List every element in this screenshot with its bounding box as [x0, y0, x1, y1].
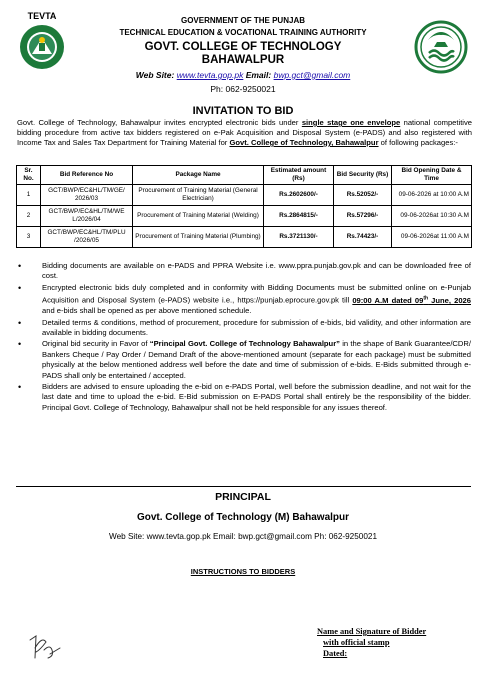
table-row [17, 185, 472, 206]
instructions-heading: INSTRUCTIONS TO BIDDERS [190, 567, 296, 576]
intro-envelope: single stage one envelope [301, 118, 401, 127]
deadline-date: June, 2026 [428, 295, 471, 305]
table-header-row [17, 166, 472, 185]
cell-ref: GCT/BWP/EC&HL/TM/WE L/2026/04 [41, 206, 133, 227]
website-label: Web Site: [135, 70, 175, 80]
cell-sr: 1 [17, 185, 41, 206]
table-row [17, 206, 472, 227]
principal-college: Govt. College of Technology (M) Bahawalpur [136, 512, 350, 523]
cell-security: Rs.57296/- [334, 206, 392, 227]
cell-security: Rs.74423/- [334, 227, 392, 248]
header-sr: Sr. No. [17, 166, 41, 185]
cell-sr: 3 [17, 227, 41, 248]
point-text: Encrypted electronic bids duly completed and in conformity with Bidding Documents must be submitted online on e-Punjab Acquisition and Disposal System (e-PADS) website i.e., https://punjab.eprocure.gov.pk till [42, 282, 471, 305]
principal-divider [16, 486, 471, 487]
header-security: Bid Security (Rs) [334, 166, 392, 185]
cell-ref: GCT/BWP/EC&HL/TM/PLU /2026/05 [41, 227, 133, 248]
cell-ref: GCT/BWP/EC&HL/TM/GE/ 2026/03 [41, 185, 133, 206]
svg-text:TEVTA: TEVTA [27, 11, 57, 21]
point-text: Detailed terms & conditions, method of procurement, procedure for submission of e-bids, bid validity, and other information are available in bidding documents. [42, 317, 471, 337]
cell-opening: 09-06-2026 at 10:00 A.M [392, 185, 472, 206]
list-item [16, 382, 471, 413]
cell-amount: Rs.2602600/- [264, 185, 334, 206]
bullet-icon: • [18, 261, 22, 271]
point-text: Original bid security in Favor of [42, 339, 150, 349]
header-ref: Bid Reference No [41, 166, 133, 185]
cell-amount: Rs.3721130/- [264, 227, 334, 248]
table-row [17, 227, 472, 248]
cell-opening: 09-06-2026at 11:00 A.M [392, 227, 472, 248]
header-college: GOVT. COLLEGE OF TECHNOLOGY [144, 41, 342, 53]
header-government: GOVERNMENT OF THE PUNJAB [180, 16, 305, 25]
list-item [16, 261, 471, 282]
cell-package: Procurement of Training Material (Welding) [133, 206, 264, 227]
intro-college: Govt. College of Technology, Bahawalpur [229, 138, 379, 147]
bullet-icon: • [18, 282, 22, 293]
point-text: Bidders are advised to ensure uploading the e-bid on e-PADS Portal, well before the submission deadline, and not wait for the last date and time to upload the e-bid. E-Bid submission on E-PADS Portal shall entirely be the responsibility of the bidder. Principal Govt. College of Technology, Bahawalpur shall not be held responsible for any issues thereof. [42, 382, 471, 412]
bids-table [16, 165, 472, 248]
point-text: Bidding documents are available on e-PADS and PPRA Website i.e. www.ppra.punjab.gov.pk and can be downloaded free of cost. [42, 261, 471, 281]
header-phone: Ph: 062-9250021 [210, 84, 276, 94]
header-amount: Estimated amount (Rs) [264, 166, 334, 185]
signature-stamp-line: with official stamp [323, 638, 390, 647]
principal-title: PRINCIPAL [215, 491, 271, 503]
bidder-signature-block [317, 626, 426, 659]
bullet-icon: • [18, 339, 22, 350]
header-city: BAHAWALPUR [201, 54, 285, 66]
list-item [16, 283, 471, 317]
email-link[interactable]: bwp.gct@gmail.com [273, 70, 351, 80]
list-item [16, 339, 471, 381]
intro-text-1: Govt. College of Technology, Bahawalpur invites encrypted electronic bids under [17, 118, 302, 127]
cell-package: Procurement of Training Material (Plumbing) [133, 227, 264, 248]
cell-package: Procurement of Training Material (General Electrician) [133, 185, 264, 206]
intro-text-3: of following packages:- [378, 138, 458, 147]
document-title: INVITATION TO BID [192, 105, 294, 117]
header-authority: TECHNICAL EDUCATION & VOCATIONAL TRAINING AUTHORITY [119, 28, 367, 37]
list-item [16, 318, 471, 339]
header-opening: Bid Opening Date & Time [392, 166, 472, 185]
website-link[interactable]: www.tevta.gop.pk [176, 70, 244, 80]
bullet-icon: • [18, 382, 22, 392]
email-label: Email: [245, 70, 272, 80]
cell-amount: Rs.2864815/- [264, 206, 334, 227]
deadline-sup: th [423, 295, 429, 302]
deadline-time: 09:00 A.M dated 09 [352, 295, 424, 305]
bid-conditions-list [16, 261, 471, 414]
principal-contact: Web Site: www.tevta.gop.pk Email: bwp.gct@gmail.com Ph: 062-9250021 [108, 532, 378, 541]
bullet-icon: • [18, 317, 22, 328]
handwritten-signature [26, 630, 66, 664]
header-contact-line [0, 70, 486, 80]
signature-name-line: Name and Signature of Bidder [317, 627, 427, 636]
favor-name: “Principal Govt. College of Technology Bahawalpur” [149, 339, 340, 349]
cell-sr: 2 [17, 206, 41, 227]
cell-opening: 09-06-2026at 10:30 A.M [392, 206, 472, 227]
point-text: in the shape of Bank Guarantee/CDR/ Bankers Cheque / Pay Order / Demand Draft of the above-mentioned amount (separate for each package) must be submitted physically at the below mentioned address well before the date and time of submission of e-bids. E-Bids submitted through e-PADS shall only be entertained / accepted. [42, 339, 471, 380]
point-text: and e-bids shall be opened as per above mentioned schedule. [42, 306, 252, 316]
header-package: Package Name [133, 166, 264, 185]
intro-paragraph [17, 118, 472, 148]
signature-date-line: Dated: [323, 649, 348, 658]
cell-security: Rs.52052/- [334, 185, 392, 206]
intro-text-2: national competitive bidding procedure from active tax bidders registered on e-Pak Acquisition and Disposal System (e-PADS) and also registered with Income Tax and Sales Tax Department for Training Material for [17, 118, 473, 147]
